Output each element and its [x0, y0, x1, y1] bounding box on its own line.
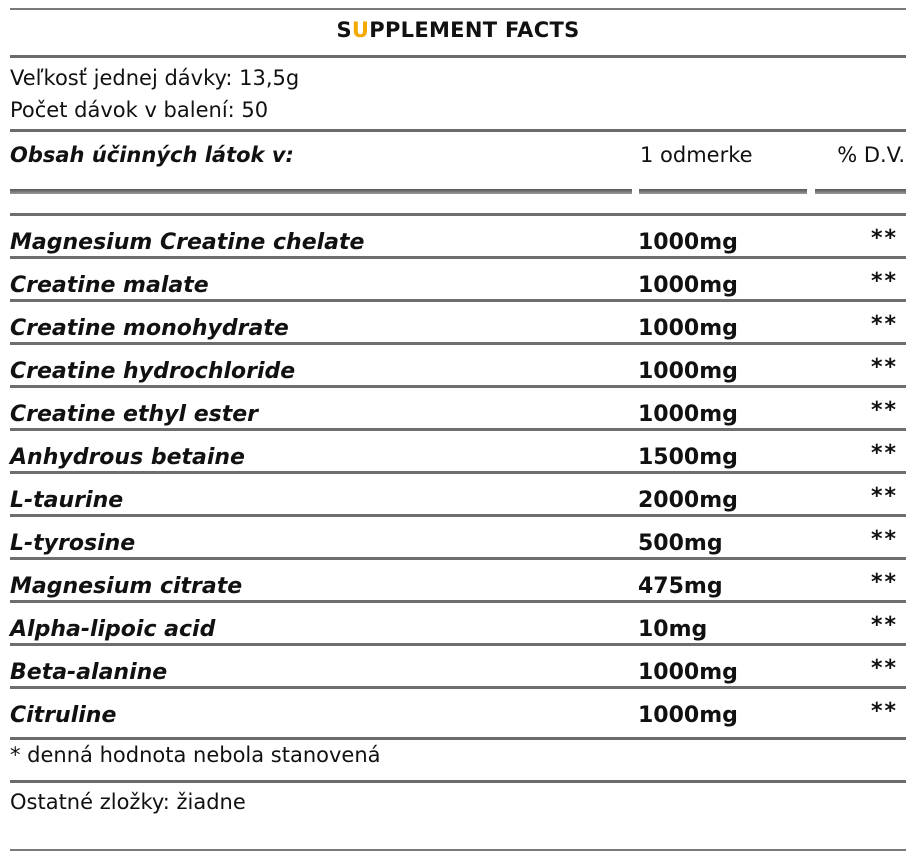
ingredient-row	[10, 213, 906, 256]
ingredient-row	[10, 557, 906, 600]
ingredient-dv: **	[870, 570, 898, 595]
ingredient-amount: 1000mg	[638, 273, 738, 298]
ingredient-amount: 1000mg	[638, 230, 738, 255]
ingredient-row	[10, 428, 906, 471]
ingredient-dv: **	[870, 656, 898, 681]
ingredient-dv: **	[870, 398, 898, 423]
label-title: SUPPLEMENT FACTS	[336, 18, 580, 42]
ingredient-amount: 475mg	[638, 574, 723, 599]
ingredient-name: Creatine hydrochloride	[10, 359, 296, 384]
ingredient-dv: **	[870, 699, 898, 724]
ingredient-row	[10, 385, 906, 428]
ingredient-name: Alpha-lipoic acid	[10, 617, 216, 642]
ingredient-name: L-taurine	[10, 488, 124, 513]
ingredient-row	[10, 686, 906, 729]
ingredient-amount: 1000mg	[638, 703, 738, 728]
ingredient-amount: 1500mg	[638, 445, 738, 470]
ingredient-amount: 1000mg	[638, 359, 738, 384]
serving-rule	[10, 129, 906, 132]
servings-per-container: Počet dávok v balení: 50	[10, 98, 269, 122]
ingredient-dv: **	[870, 312, 898, 337]
column-rule-name	[10, 189, 632, 194]
ingredient-name: Creatine monohydrate	[10, 316, 289, 341]
ingredient-row	[10, 256, 906, 299]
ingredient-row	[10, 514, 906, 557]
footnote-rule	[10, 780, 906, 783]
table-bottom-rule	[10, 737, 906, 740]
ingredient-dv: **	[870, 613, 898, 638]
top-rule	[10, 8, 906, 10]
ingredient-amount: 1000mg	[638, 316, 738, 341]
ingredient-amount: 500mg	[638, 531, 723, 556]
other-ingredients: Ostatné zložky: žiadne	[10, 790, 246, 814]
ingredient-dv: **	[870, 355, 898, 380]
ingredient-row	[10, 600, 906, 643]
ingredient-name: Creatine malate	[10, 273, 209, 298]
ingredient-row	[10, 299, 906, 342]
column-rule-dv	[815, 189, 906, 194]
ingredient-dv: **	[870, 527, 898, 552]
serving-size: Veľkosť jednej dávky: 13,5g	[10, 66, 300, 90]
ingredient-row	[10, 342, 906, 385]
ingredient-name: L-tyrosine	[10, 531, 136, 556]
ingredient-amount: 1000mg	[638, 660, 738, 685]
ingredient-dv: **	[870, 226, 898, 251]
amount-header: 1 odmerke	[640, 143, 753, 167]
ingredient-dv: **	[870, 441, 898, 466]
ingredient-dv: **	[870, 484, 898, 509]
ingredients-header: Obsah účinných látok v:	[10, 143, 294, 167]
ingredient-amount: 1000mg	[638, 402, 738, 427]
footnote: * denná hodnota nebola stanovená	[10, 743, 381, 767]
ingredient-name: Magnesium citrate	[10, 574, 243, 599]
title-rule	[10, 55, 906, 58]
ingredient-dv: **	[870, 269, 898, 294]
ingredient-amount: 10mg	[638, 617, 708, 642]
ingredient-amount: 2000mg	[638, 488, 738, 513]
ingredient-row	[10, 643, 906, 686]
ingredient-name: Anhydrous betaine	[10, 445, 245, 470]
ingredient-name: Citruline	[10, 703, 117, 728]
ingredient-name: Beta-alanine	[10, 660, 168, 685]
title-accent-letter: U	[351, 18, 370, 42]
column-rule-amount	[639, 189, 807, 194]
bottom-rule	[10, 849, 906, 851]
dv-header: % D.V.	[837, 143, 905, 167]
ingredient-row	[10, 471, 906, 514]
ingredient-name: Creatine ethyl ester	[10, 402, 259, 427]
ingredient-name: Magnesium Creatine chelate	[10, 230, 365, 255]
ingredients-table	[10, 213, 906, 729]
